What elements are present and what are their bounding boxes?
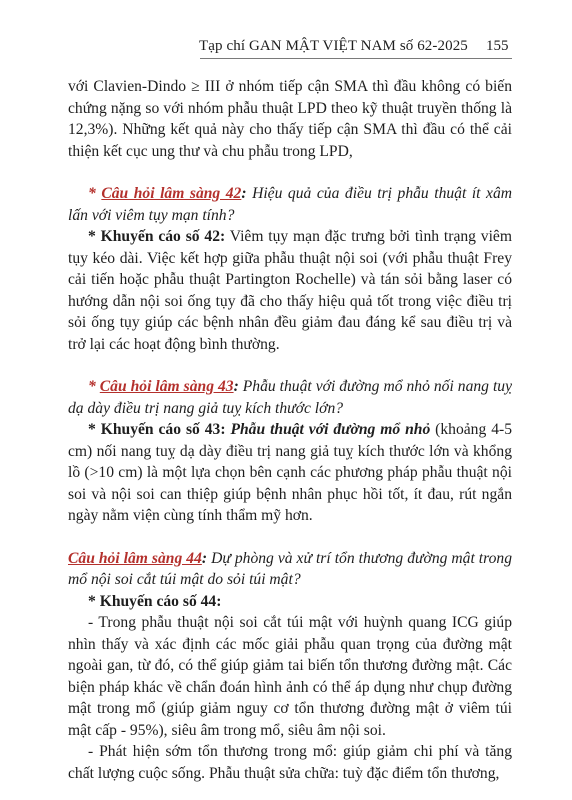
question-43-label: Câu hỏi lâm sàng 43 [99,378,234,395]
recommendation-43-label: * Khuyến cáo số 43: [88,421,231,438]
clinical-question-43: * Câu hỏi lâm sàng 43: Phẫu thuật với đường mổ nhỏ nối nang tuỵ dạ dày điều trị nang giả tuỵ kích thước lớn? [68,378,513,417]
recommendation-43 [68,419,512,527]
recommendation-42-label: * Khuyến cáo số 42: [88,228,226,245]
recommendation-43-text: (khoảng 4-5 cm) nối nang tuỵ dạ dày điều trị nang giả tuỵ kích thước lớn và khổng lồ (>10 cm) là một lựa chọn bên cạnh các phương pháp phẫu thuật nội soi và nội soi can thiệp giúp bệnh nhân phục hồi tốt, ít đau, rút ngắn ngày nằm viện cùng tính thẩm mỹ hơn. [68,421,512,524]
header-rule [200,58,512,59]
page-number: 155 [486,38,509,54]
clinical-question-42: * Câu hỏi lâm sàng 42: Hiệu quả của điều trị phẫu thuật ít xâm lấn với viêm tụy mạn tính? [68,185,513,224]
clinical-question-44: Câu hỏi lâm sàng 44: Dự phòng và xử trí tổn thương đường mật trong mổ nội soi cắt túi mật do sỏi túi mật? [68,549,513,588]
question-44-label: Câu hỏi lâm sàng 44 [68,549,202,567]
question-42-label: Câu hỏi lâm sàng 42 [101,185,242,202]
article-body [68,76,512,784]
journal-title: Tạp chí GAN MẬT VIỆT NAM số 62-2025 [199,38,468,54]
question-44-text: Dự phòng và xử trí tổn thương đường mật trong mổ nội soi cắt túi mật do sỏi túi mật? [68,549,513,588]
recommendation-44-bullet-1: - Trong phẫu thuật nội soi cắt túi mật với huỳnh quang ICG giúp nhìn thấy và xác định các mốc giải phẫu quan trọng của đường mật ngoài gan, từ đó, có thể giúp giảm tai biến tổn thương đường mật. Các biện pháp khác về chẩn đoán hình ảnh có thể áp dụng như chụp đường mật trong mổ (giúp giảm nguy cơ tổn thương đường mật ở viêm túi mật cấp - 95%), siêu âm trong mổ, siêu âm nội soi. [68,614,512,739]
recommendation-42-text: Viêm tụy mạn đặc trưng bởi tình trạng viêm tụy kéo dài. Việc kết hợp giữa phẫu thuật nội soi (với phẫu thuật Frey cải tiến hoặc phẫu thuật Partington Rochelle) và tán sỏi bằng laser có hướng dẫn nội soi ống tụy đã cho thấy hiệu quả tốt trong việc điều trị sỏi ống tụy giúp các bệnh nhân đều giảm đau đáng kể sau điều trị và trở lại các hoạt động bình thường. [68,228,512,353]
question-43-text: Phẫu thuật với đường mổ nhỏ nối nang tuỵ dạ dày điều trị nang giả tuỵ kích thước lớn? [68,378,513,417]
question-42-text: Hiệu quả của điều trị phẫu thuật ít xâm lấn với viêm tụy mạn tính? [68,185,513,224]
recommendation-44-bullet-2: - Phát hiện sớm tổn thương trong mổ: giúp giảm chi phí và tăng chất lượng cuộc sống. Phẫu thuật sửa chữa: tuỳ đặc điểm tổn thương, [68,743,512,782]
recommendation-43-emphasis: Phẫu thuật với đường mổ nhỏ [230,421,431,438]
page-header [0,0,572,60]
paragraph-continuation: với Clavien-Dindo ≥ III ở nhóm tiếp cận SMA thì đầu không có biến chứng nặng so với nhóm phẫu thuật LPD theo kỹ thuật truyền thống là 12,3%). Những kết quả này cho thấy tiếp cận SMA thì đầu có thể cải thiện kết cục ung thư và chu phẫu trong LPD, [68,78,512,160]
recommendation-44-label: * Khuyến cáo số 44: [88,592,222,610]
recommendation-42 [68,226,512,355]
